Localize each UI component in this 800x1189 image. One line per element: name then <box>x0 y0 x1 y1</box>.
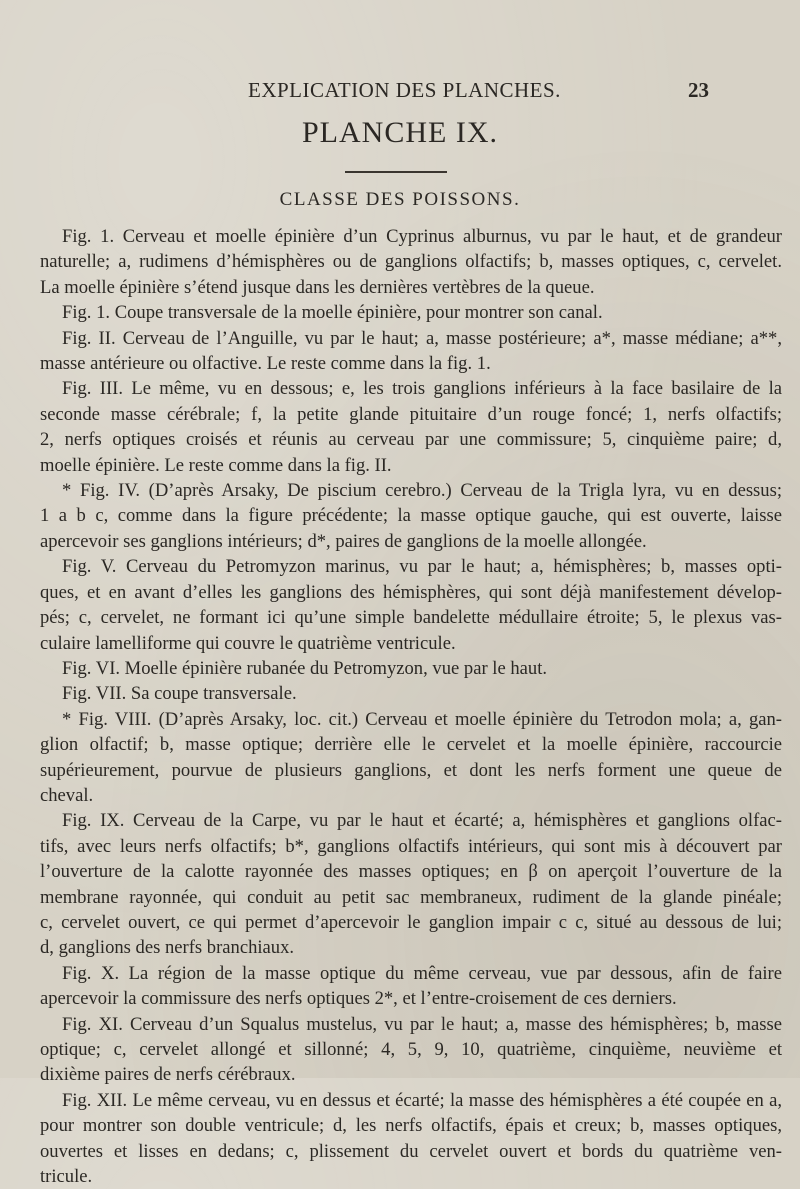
text-line: naturelle; a, rudimens d’hémisphères ou de ganglions olfactifs; b, masses optiques, c, cervelet. <box>40 251 782 273</box>
running-head <box>0 78 800 106</box>
text-line: cheval. <box>40 784 94 806</box>
text-line: d, ganglions des nerfs branchiaux. <box>40 937 295 959</box>
class-title: CLASSE DES POISSONS. <box>279 189 521 210</box>
text-line: Fig. 1. Cerveau et moelle épinière d’un Cyprinus alburnus, vu par le haut, et de grandeur <box>62 226 782 247</box>
text-line: Fig. XI. Cerveau d’un Squalus mustelus, vu par le haut; a, masse des hémisphères; b, masse <box>62 1013 782 1035</box>
text-line: culaire lamelliforme qui couvre le quatrième ventricule. <box>40 632 456 654</box>
text-line: moelle épinière. Le reste comme dans la fig. II. <box>40 454 392 476</box>
text-line: pour montrer son double ventricule; d, les nerfs olfactifs, épais et creux; b, masses optiques, <box>40 1115 782 1137</box>
text-line: seconde masse cérébrale; f, la petite glande pituitaire d’un rouge foncé; 1, nerfs olfactifs; <box>40 403 782 425</box>
text-line: Fig. X. La région de la masse optique du même cerveau, vue par dessous, afin de faire <box>62 962 782 984</box>
text-line: supérieurement, pourvue de plusieurs ganglions, et dont les nerfs forment une queue de <box>40 759 782 781</box>
page-number: 23 <box>688 78 709 102</box>
title-rule <box>345 171 447 173</box>
text-line: La moelle épinière s’étend jusque dans les dernières vertèbres de la queue. <box>40 276 595 298</box>
text-line: membrane rayonnée, qui conduit au petit sac membraneux, rudiment de la glande pinéale; <box>40 886 782 908</box>
text-line: Fig. VII. Sa coupe transversale. <box>62 683 297 705</box>
text-line: Fig. V. Cerveau du Petromyzon marinus, vu par le haut; a, hémisphères; b, masses opti- <box>62 556 782 578</box>
text-line: ques, et en avant d’elles les ganglions des hémisphères, qui sont déjà manifestement dévelop- <box>40 581 782 603</box>
text-line: apercevoir la commissure des nerfs optiques 2*, et l’entre-croisement de ces derniers. <box>40 988 677 1010</box>
text-line: dixième paires de nerfs cérébraux. <box>40 1064 296 1086</box>
text-line: c, cervelet ouvert, ce qui permet d’apercevoir le ganglion impair c c, situé au dessous de lui; <box>40 911 782 933</box>
text-line: 1 a b c, comme dans la figure précédente; la masse optique gauche, qui est ouverte, laisse <box>40 505 782 527</box>
text-line: * Fig. VIII. (D’après Arsaky, loc. cit.) Cerveau et moelle épinière du Tetrodon mola; a, gan- <box>62 708 782 730</box>
text-line: * Fig. IV. (D’après Arsaky, De piscium cerebro.) Cerveau de la Trigla lyra, vu en dessus; <box>62 480 782 502</box>
text-line: masse antérieure ou olfactive. Le reste comme dans la fig. 1. <box>40 353 491 375</box>
text-line: Fig. VI. Moelle épinière rubanée du Petromyzon, vue par le haut. <box>62 657 548 679</box>
text-line: glion olfactif; b, masse optique; derrière elle le cervelet et la moelle épinière, raccourcie <box>40 734 782 756</box>
text-line: tifs, avec leurs nerfs olfactifs; b*, ganglions olfactifs intérieurs, qui sont mis à découvert par <box>40 835 782 857</box>
text-line: l’ouverture de la calotte rayonnée des masses optiques; en β on aperçoit l’ouverture de la <box>40 861 782 883</box>
text-line: optique; c, cervelet allongé et sillonné; 4, 5, 9, 10, quatrième, cinquième, neuvième et <box>40 1039 782 1060</box>
text-line: Fig. II. Cerveau de l’Anguille, vu par le haut; a, masse postérieure; a*, masse médiane; a**, <box>62 327 782 349</box>
plate-title: PLANCHE IX. <box>302 116 498 149</box>
explanation-text <box>40 224 782 1189</box>
text-line: Fig. IX. Cerveau de la Carpe, vu par le haut et écarté; a, hémisphères et ganglions olfac- <box>62 810 782 832</box>
text-line: 2, nerfs optiques croisés et réunis au cerveau par une commissure; 5, cinquième paire; d, <box>40 429 782 451</box>
text-line: ouvertes et lisses en dedans; c, plissement du cervelet ouvert et bords du quatrième ven- <box>40 1140 782 1162</box>
running-title: EXPLICATION DES PLANCHES. <box>248 78 561 102</box>
text-line: Fig. XII. Le même cerveau, vu en dessus et écarté; la masse des hémisphères a été coupée en a, <box>62 1089 782 1111</box>
text-line: Fig. 1. Coupe transversale de la moelle épinière, pour montrer son canal. <box>62 302 603 324</box>
text-line: tricule. <box>40 1166 93 1188</box>
text-line: pés; c, cervelet, ne formant ici qu’une simple bandelette médullaire étroite; 5, le plexus vas- <box>40 607 782 629</box>
text-line: Fig. III. Le même, vu en dessous; e, les trois ganglions inférieurs à la face basilaire de la <box>62 378 782 400</box>
text-line: apercevoir ses ganglions intérieurs; d*, paires de ganglions de la moelle allongée. <box>40 530 647 552</box>
